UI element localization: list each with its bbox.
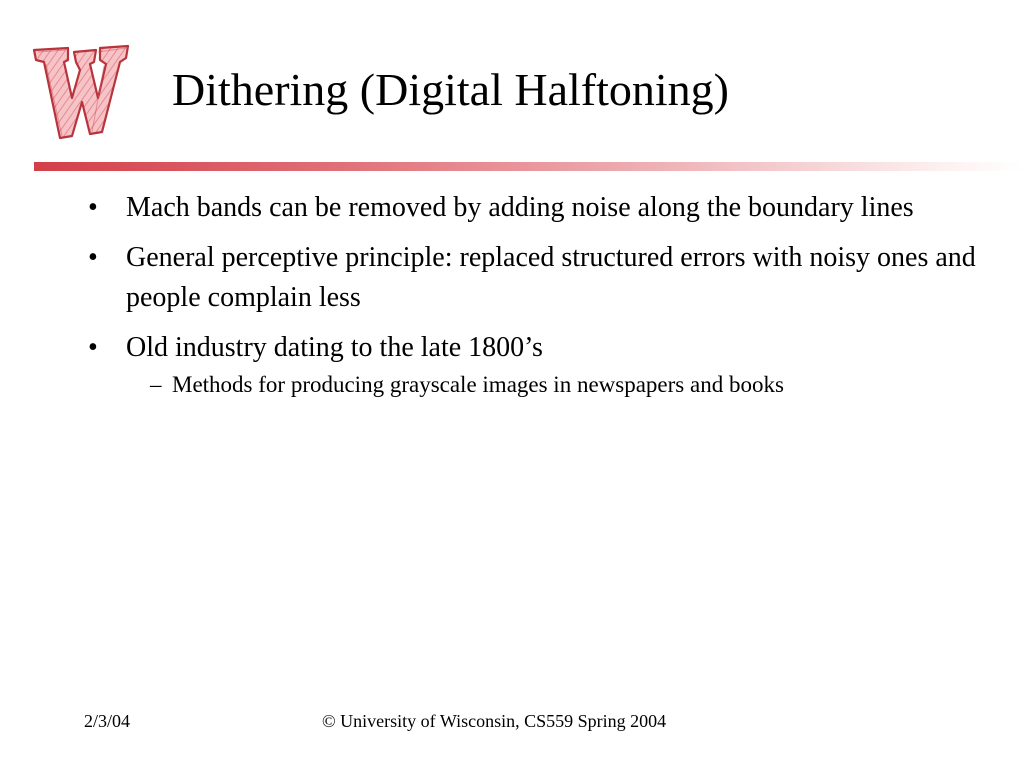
bullet-list	[84, 188, 984, 412]
footer-copyright: © University of Wisconsin, CS559 Spring 2004	[322, 711, 667, 731]
sub-bullet-item-1	[126, 368, 984, 402]
bullet-text: Old industry dating to the late 1800’s	[126, 332, 543, 363]
bullet-marker: •	[88, 332, 98, 363]
bullet-text: Mach bands can be removed by adding noise along the boundary lines	[126, 192, 914, 223]
bullet-text: General perceptive principle: replaced structured errors with noisy ones and people complain less	[126, 242, 976, 313]
bullet-item-3	[84, 328, 984, 402]
bullet-item-1	[84, 188, 984, 228]
bullet-marker: •	[88, 242, 98, 273]
bullet-marker: •	[88, 192, 98, 223]
sub-bullet-list	[126, 368, 984, 402]
slide-title: Dithering (Digital Halftoning)	[172, 64, 729, 115]
title-underline	[34, 162, 1024, 171]
bullet-item-2	[84, 238, 984, 318]
wisconsin-w-logo	[28, 40, 132, 144]
footer-date: 2/3/04	[84, 711, 131, 731]
sub-bullet-text: Methods for producing grayscale images in newspapers and books	[172, 372, 784, 397]
sub-bullet-marker: –	[150, 372, 162, 397]
